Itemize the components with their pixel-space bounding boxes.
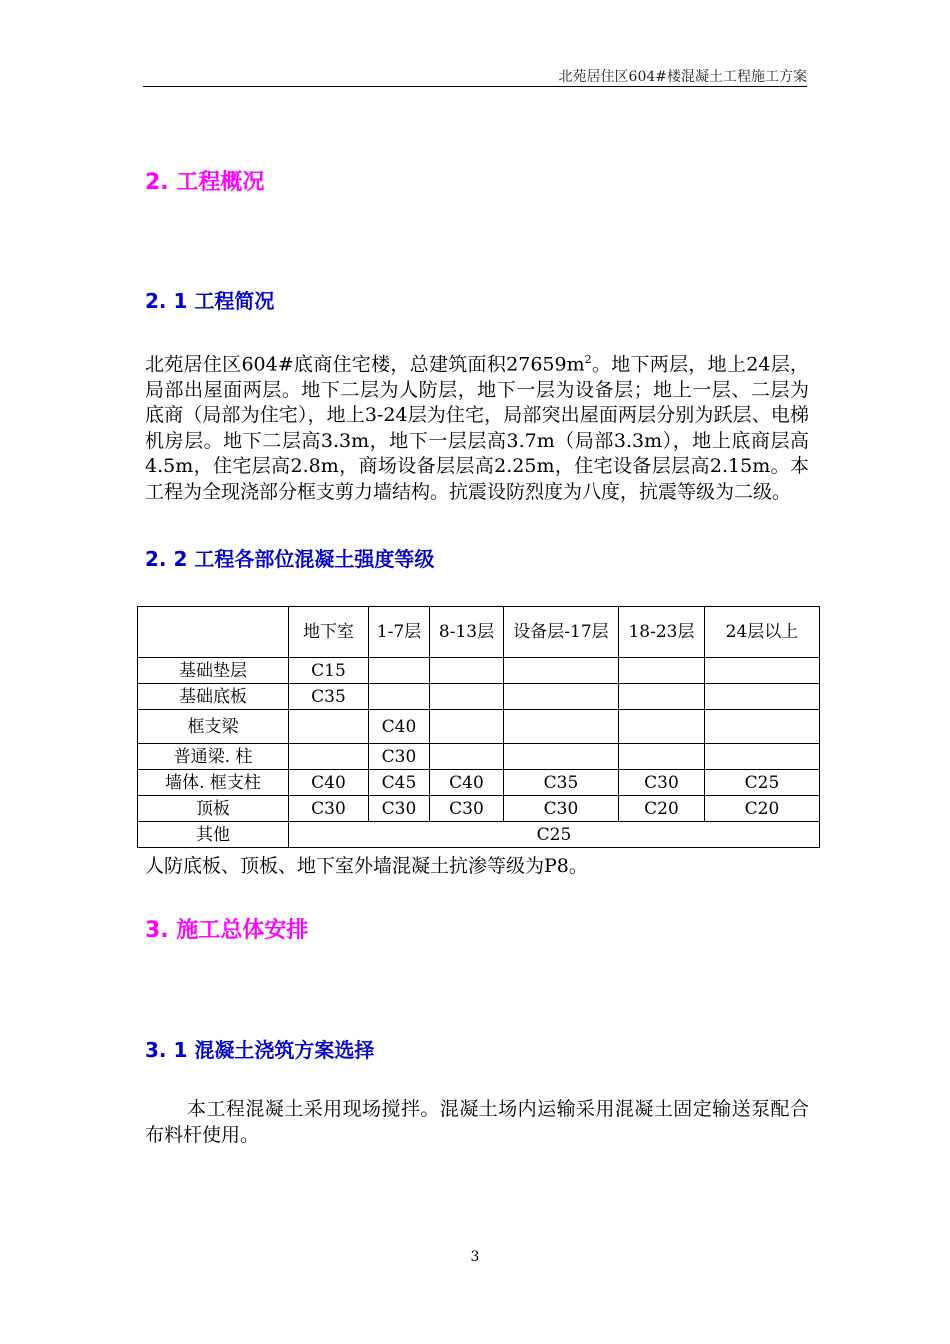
running-header: 北苑居住区604#楼混凝土工程施工方案: [558, 69, 807, 85]
table-cell-merged: C25: [289, 822, 820, 848]
table-cell: [504, 658, 619, 684]
table-cell: [619, 744, 705, 770]
table-cell: C30: [289, 796, 369, 822]
table-cell: [289, 744, 369, 770]
table-cell: [705, 684, 820, 710]
header-cell: 8-13层: [430, 607, 504, 658]
row-label: 基础垫层: [138, 658, 289, 684]
table-cell: C20: [619, 796, 705, 822]
table-cell: C30: [619, 770, 705, 796]
table-cell: C45: [369, 770, 430, 796]
table-note: 人防底板、顶板、地下室外墙混凝土抗渗等级为P8。: [145, 855, 588, 877]
header-cell: 18-23层: [619, 607, 705, 658]
section-2-1-title: 2. 1 工程简况: [145, 289, 275, 313]
row-label: 基础底板: [138, 684, 289, 710]
header-cell: 1-7层: [369, 607, 430, 658]
table-cell: [430, 710, 504, 744]
header-cell: 地下室: [289, 607, 369, 658]
concrete-grade-table: [137, 606, 820, 848]
page-number: 3: [470, 1249, 480, 1265]
row-label: 其他: [138, 822, 289, 848]
table-cell: [619, 658, 705, 684]
table-cell: C20: [705, 796, 820, 822]
table-row-other: [138, 822, 820, 848]
table-cell: [619, 710, 705, 744]
header-rule: [143, 86, 807, 87]
table-cell: C40: [369, 710, 430, 744]
section-2-2-title: 2. 2 工程各部位混凝土强度等级: [145, 547, 435, 571]
table-cell: C30: [369, 744, 430, 770]
table-cell: C30: [504, 796, 619, 822]
table-row: [138, 710, 820, 744]
table-cell: [504, 684, 619, 710]
table-cell: [369, 684, 430, 710]
table-cell: [504, 710, 619, 744]
table-cell: [705, 710, 820, 744]
row-label: 框支梁: [138, 710, 289, 744]
row-label: 墙体. 框支柱: [138, 770, 289, 796]
row-label: 普通梁. 柱: [138, 744, 289, 770]
table-row: [138, 684, 820, 710]
section-3-1-title: 3. 1 混凝土浇筑方案选择: [145, 1038, 375, 1062]
header-cell: 设备层-17层: [504, 607, 619, 658]
table-row: [138, 658, 820, 684]
table-cell: [369, 658, 430, 684]
table-cell: C30: [430, 796, 504, 822]
table-cell: C15: [289, 658, 369, 684]
section-3-title: 3. 施工总体安排: [145, 918, 309, 943]
header-cell: [138, 607, 289, 658]
table-cell: [289, 710, 369, 744]
table-cell: C40: [289, 770, 369, 796]
table-cell: [430, 744, 504, 770]
table-cell: [430, 684, 504, 710]
table-cell: [705, 744, 820, 770]
section-3-1-paragraph: 本工程混凝土采用现场搅拌。混凝土场内运输采用混凝土固定输送泵配合布料杆使用。: [145, 1098, 809, 1146]
header-cell: 24层以上: [705, 607, 820, 658]
table-cell: C35: [504, 770, 619, 796]
row-label: 顶板: [138, 796, 289, 822]
table-row: [138, 744, 820, 770]
table-cell: C40: [430, 770, 504, 796]
table-cell: [504, 744, 619, 770]
table-row: [138, 770, 820, 796]
table-cell: C25: [705, 770, 820, 796]
table-cell: [705, 658, 820, 684]
table-cell: C35: [289, 684, 369, 710]
section-2-1-paragraph: 北苑居住区604#底商住宅楼，总建筑面积$27659m^2$。地下两层，地上24层，局部出屋面两层。地下二层为人防层，地下一层为设备层；地上一层、二层为底商（局部为住宅），地上3-24层为住宅，局部突出屋面两层分别为跃层、电梯机房层。地下二层高3.3m，地下一层层高3.7m（局部3.3m），地上底商层高4.5m，住宅层高2.8m，商场设备层层高2.25m，住宅设备层层高2.15m。本工程为全现浇部分框支剪力墙结构。抗震设防烈度为八度，抗震等级为二级。: [145, 353, 809, 503]
table-row: [138, 796, 820, 822]
table-cell: [619, 684, 705, 710]
section-2-title: 2. 工程概况: [145, 170, 265, 195]
table-header-row: [138, 607, 820, 658]
table-cell: C30: [369, 796, 430, 822]
table-cell: [430, 658, 504, 684]
